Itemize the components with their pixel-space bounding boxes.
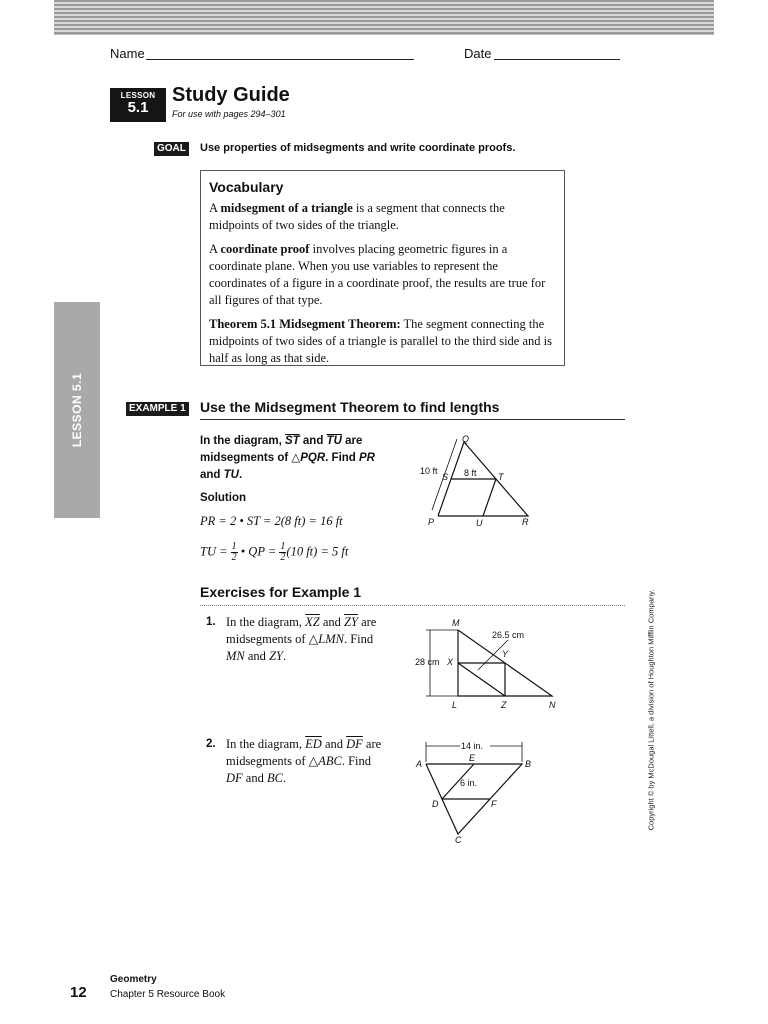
- vocab-midsegment: A midsegment of a triangle is a segment that connects the midpoints of two sides of the triangle.: [209, 201, 505, 232]
- example-rule: [200, 419, 625, 420]
- exercise-2-number: 2.: [206, 738, 216, 750]
- example-prompt: In the diagram, $\overline{ST}$ and $\overline{TU}$ are midsegments of △PQR. Find PR and TU.: [200, 435, 375, 481]
- name-label: Name: [110, 46, 145, 61]
- length-10ft: 10 ft: [420, 466, 438, 476]
- example-tag: EXAMPLE 1: [126, 402, 189, 416]
- label-y: Y: [502, 649, 509, 659]
- solution-line-2: TU = $\frac{1}{2}$ • QP = $\frac{1}{2}$ (10 ft) = 5 ft: [200, 541, 349, 563]
- label-p: P: [428, 517, 435, 527]
- name-field[interactable]: [146, 59, 414, 60]
- lesson-side-tab: [54, 302, 100, 518]
- vocabulary-box: [200, 170, 565, 366]
- label-r: R: [522, 517, 529, 527]
- page-number: 12: [70, 984, 87, 1001]
- label-s: S: [442, 472, 449, 482]
- date-field[interactable]: [494, 59, 620, 60]
- example-triangle-figure: [412, 430, 542, 530]
- segment-xz: [458, 663, 505, 696]
- exercises-heading: Exercises for Example 1: [200, 584, 362, 600]
- label-m: M: [452, 618, 460, 628]
- exercise-2-figure: [410, 734, 550, 846]
- exercise-1-number: 1.: [206, 616, 216, 628]
- length-28cm: 28 cm: [415, 657, 440, 667]
- exercises-rule: [200, 605, 625, 606]
- label-u: U: [476, 518, 483, 528]
- label-z: Z: [501, 700, 507, 710]
- label-b: B: [525, 759, 532, 769]
- label-e: E: [469, 753, 476, 763]
- vocabulary-heading: Vocabulary: [209, 179, 284, 195]
- goal-tag: GOAL: [154, 142, 189, 156]
- label-a: A: [416, 759, 423, 769]
- segment-tu: [483, 479, 496, 516]
- length-6in: 6 in.: [460, 778, 478, 788]
- lesson-number: 5.1: [127, 99, 149, 116]
- label-f: F: [491, 799, 497, 809]
- exercise-2-text: In the diagram, $\overline{ED}$ and $\overline{DF}$ are midsegments of △ABC. Find DF and BC.: [226, 737, 382, 785]
- page-header-bar: [54, 0, 714, 34]
- footer-book: Geometry: [110, 974, 157, 985]
- length-14in: 14 in.: [461, 741, 484, 751]
- example-title: Use the Midsegment Theorem to find lengths: [200, 399, 500, 415]
- date-label: Date: [464, 46, 492, 61]
- exercise-1-text: In the diagram, $\overline{XZ}$ and $\overline{ZY}$ are midsegments of △LMN. Find MN and ZY.: [226, 615, 377, 663]
- side-tab-label: LESSON 5.1: [70, 372, 84, 448]
- label-l: L: [452, 700, 458, 710]
- copyright-text: Copyright © by McDougal Littell, a division of Houghton Mifflin Company.: [646, 589, 656, 831]
- vocab-coordinate-proof: A coordinate proof involves placing geometric figures in a coordinate plane. When you use variables to represent the coordinates of a figure in a coordinate proof, the results are true for all figures of that type.: [209, 242, 546, 307]
- label-n: N: [549, 700, 556, 710]
- label-x: X: [447, 657, 454, 667]
- footer-chapter: Chapter 5 Resource Book: [110, 989, 226, 1000]
- page-title: Study Guide: [172, 84, 290, 106]
- length-26-5cm: 26.5 cm: [492, 630, 525, 640]
- solution-label: Solution: [200, 492, 246, 504]
- lesson-tag: LESSON: [120, 91, 156, 100]
- label-c: C: [455, 835, 462, 845]
- exercise-1-figure: [412, 614, 572, 714]
- label-t: T: [498, 472, 504, 482]
- page-subtitle: For use with pages 294–301: [172, 109, 286, 119]
- label-d: D: [432, 799, 439, 809]
- label-q: Q: [462, 434, 470, 444]
- solution-line-1: PR = 2 • ST = 2(8 ft) = 16 ft: [200, 514, 343, 528]
- length-8ft: 8 ft: [464, 468, 477, 478]
- lesson-badge: [110, 88, 166, 122]
- vocab-theorem: Theorem 5.1 Midsegment Theorem: The segment connecting the midpoints of two sides of a triangle is parallel to the third side and is half as long as that side.: [209, 317, 552, 365]
- goal-text: Use properties of midsegments and write coordinate proofs.: [200, 142, 516, 154]
